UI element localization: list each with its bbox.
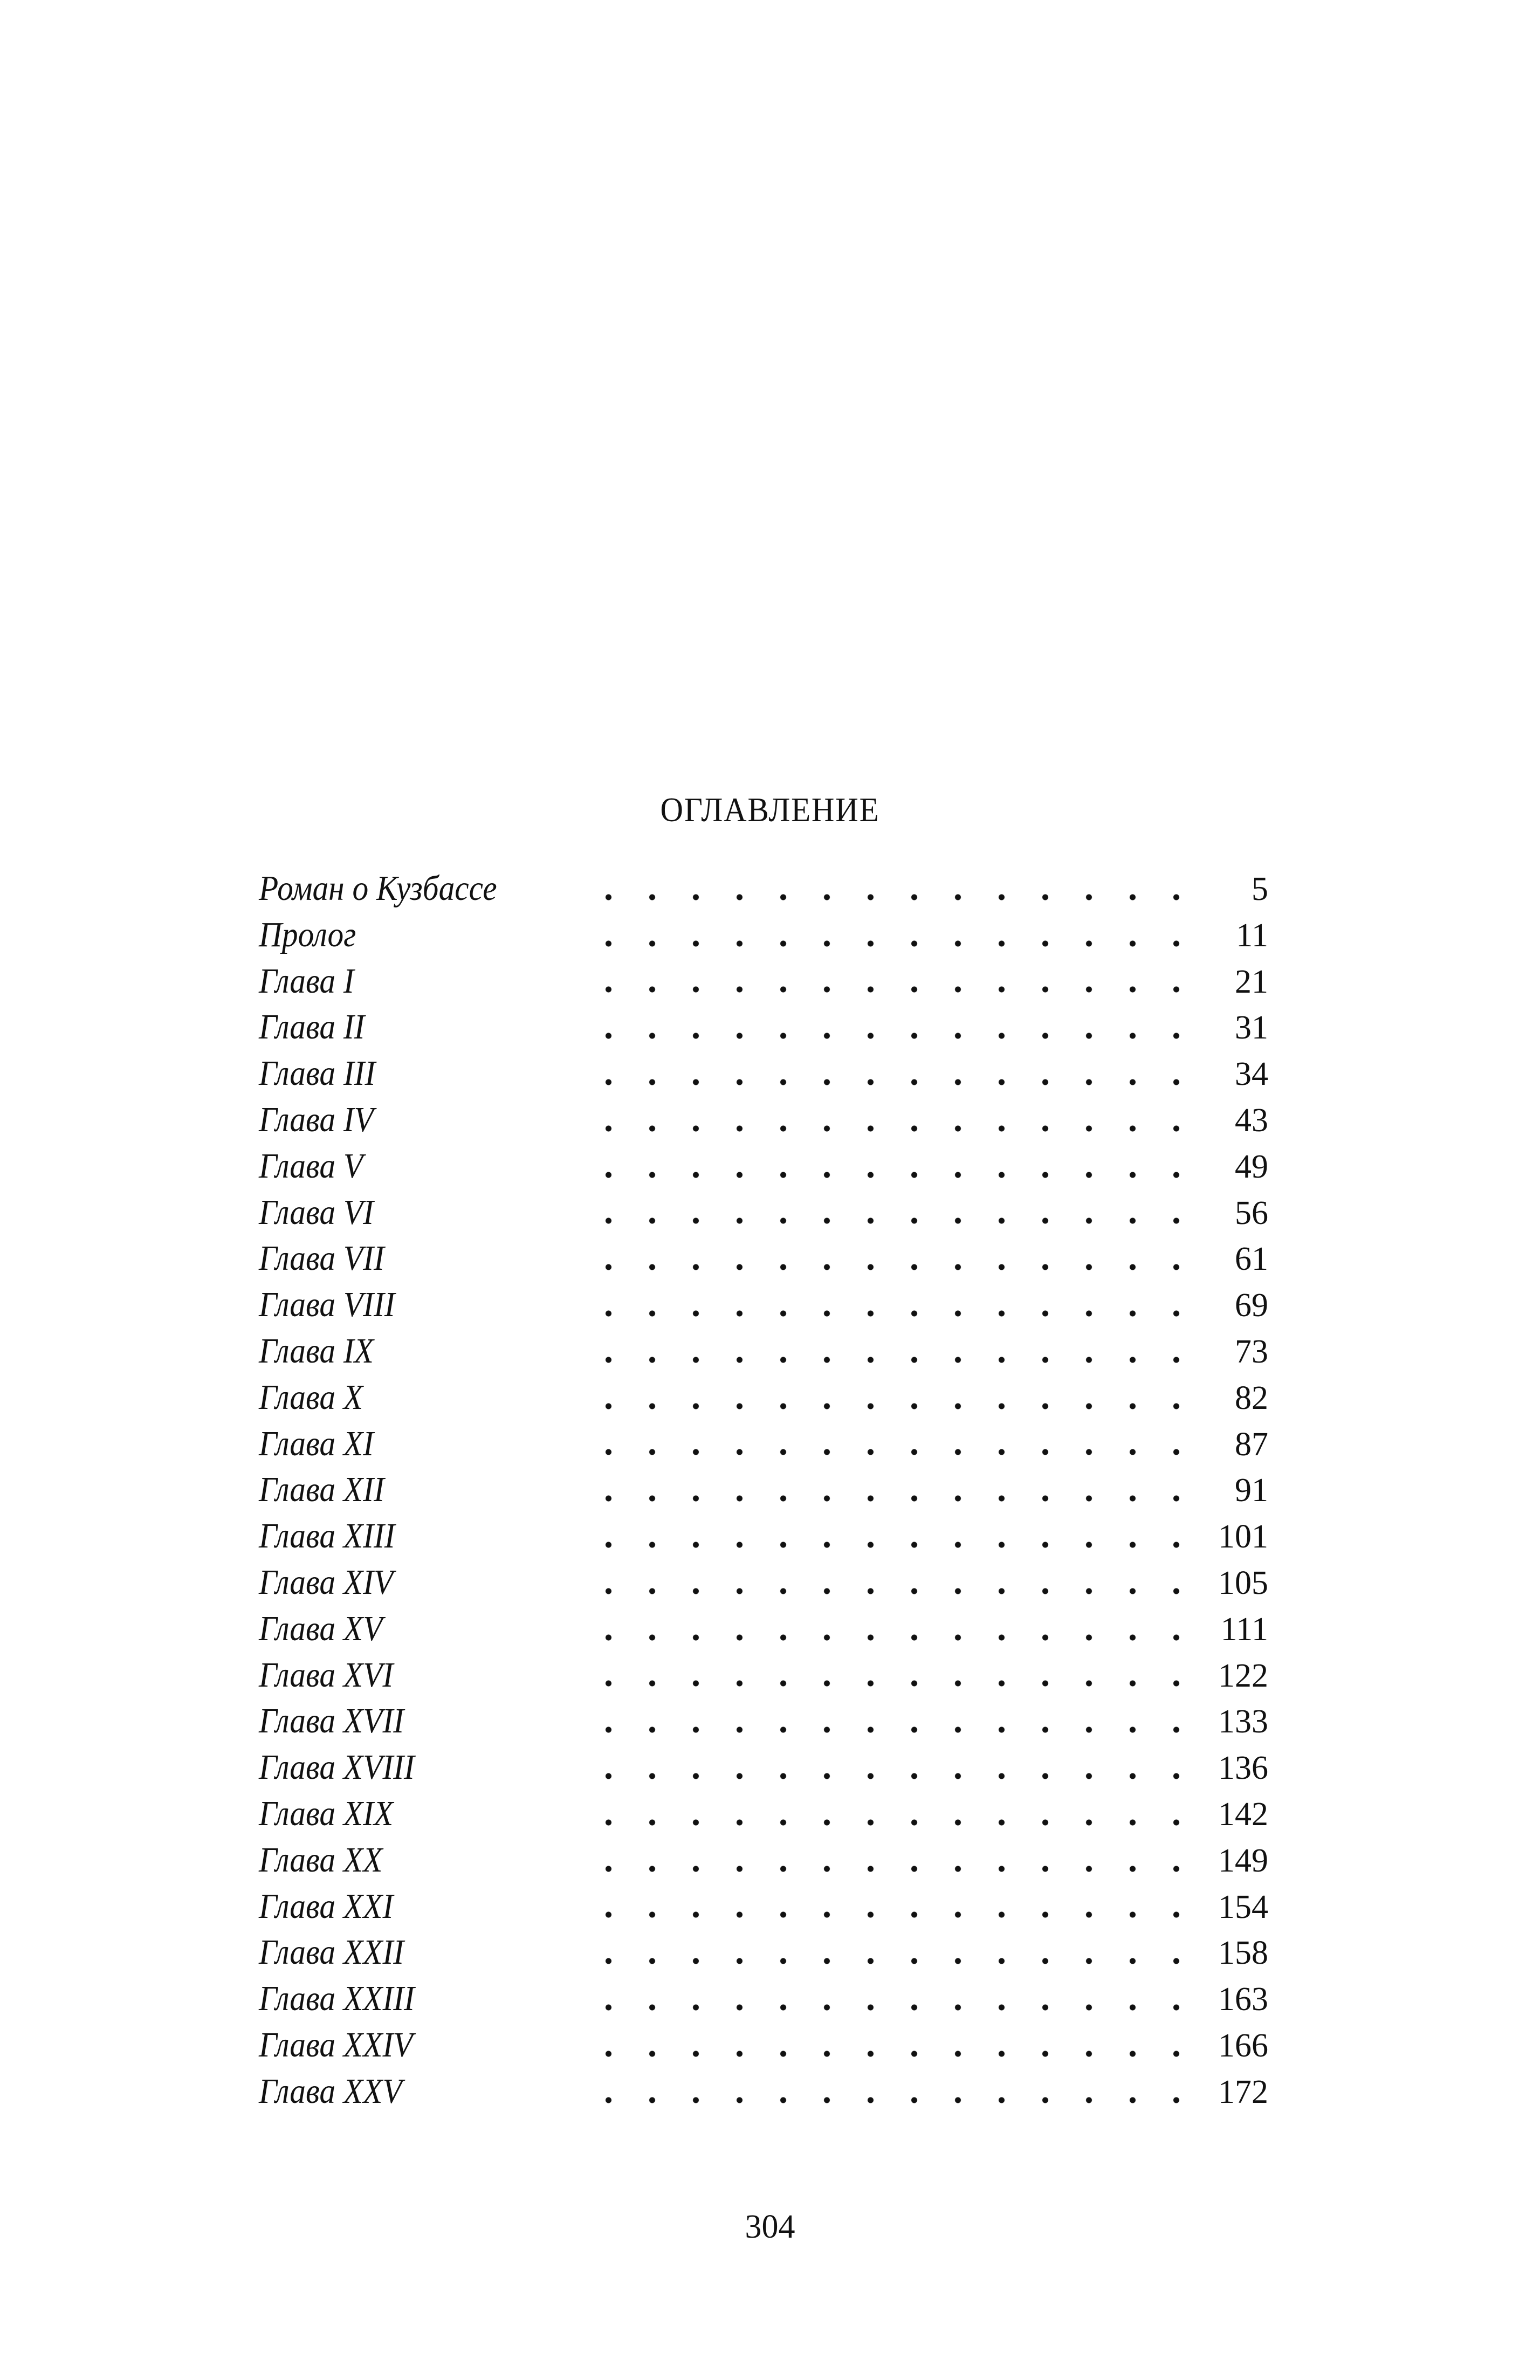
dot-leader bbox=[577, 1217, 1198, 1225]
toc-entry bbox=[259, 1978, 1268, 2025]
toc-entry-page: 166 bbox=[1218, 2027, 1268, 2064]
toc-entry-page: 34 bbox=[1235, 1056, 1268, 1093]
toc-entry bbox=[259, 1238, 1268, 1284]
dot-leader bbox=[577, 1263, 1198, 1271]
toc-entry bbox=[259, 1793, 1268, 1840]
toc-entry-page: 111 bbox=[1220, 1611, 1268, 1648]
toc-entry bbox=[259, 2071, 1268, 2117]
toc-entry-page: 21 bbox=[1235, 963, 1268, 1000]
toc-entry-page: 43 bbox=[1235, 1102, 1268, 1139]
dot-leader bbox=[577, 1448, 1198, 1456]
toc-entry-label: Глава XXIII bbox=[259, 1979, 415, 2019]
toc-entry bbox=[259, 1423, 1268, 1470]
toc-entry bbox=[259, 1655, 1268, 1701]
dot-leader bbox=[577, 1541, 1198, 1549]
toc-entry-label: Глава IX bbox=[259, 1331, 374, 1371]
toc-entry-page: 149 bbox=[1218, 1842, 1268, 1879]
toc-entry-label: Глава XIII bbox=[259, 1516, 395, 1556]
table-of-contents bbox=[259, 868, 1268, 2117]
dot-leader bbox=[577, 2096, 1198, 2104]
toc-entry bbox=[259, 914, 1268, 961]
toc-entry-label: Глава XXII bbox=[259, 1932, 404, 1972]
toc-entry-label: Глава I bbox=[259, 961, 354, 1001]
toc-entry bbox=[259, 868, 1268, 914]
page-number: 304 bbox=[745, 2209, 795, 2245]
dot-leader bbox=[577, 1310, 1198, 1317]
toc-entry-label: Глава XVII bbox=[259, 1701, 404, 1741]
toc-entry-page: 163 bbox=[1218, 1981, 1268, 2018]
dot-leader bbox=[577, 1865, 1198, 1873]
dot-leader bbox=[577, 2050, 1198, 2058]
dot-leader bbox=[577, 1402, 1198, 1410]
toc-entry bbox=[259, 1331, 1268, 1377]
toc-entry bbox=[259, 1562, 1268, 1608]
toc-entry-label: Глава XV bbox=[259, 1608, 383, 1648]
toc-entry bbox=[259, 1007, 1268, 1053]
toc-entry-label: Глава VIII bbox=[259, 1285, 395, 1325]
toc-entry bbox=[259, 1747, 1268, 1793]
dot-leader bbox=[577, 1819, 1198, 1826]
toc-entry bbox=[259, 2025, 1268, 2071]
toc-entry-page: 5 bbox=[1252, 871, 1268, 907]
dot-leader bbox=[577, 1356, 1198, 1364]
toc-title: ОГЛАВЛЕНИЕ bbox=[660, 790, 880, 829]
toc-entry bbox=[259, 961, 1268, 1007]
dot-leader bbox=[577, 940, 1198, 947]
toc-entry-page: 49 bbox=[1235, 1148, 1268, 1185]
toc-entry-label: Глава VII bbox=[259, 1239, 384, 1278]
toc-entry-label: Глава XXIV bbox=[259, 2025, 413, 2065]
toc-entry-page: 154 bbox=[1218, 1888, 1268, 1925]
toc-entry-label: Глава IV bbox=[259, 1099, 374, 1139]
toc-entry-label: Глава VI bbox=[259, 1192, 374, 1232]
toc-entry-label: Глава X bbox=[259, 1377, 363, 1417]
dot-leader bbox=[577, 1032, 1198, 1040]
toc-entry bbox=[259, 1192, 1268, 1239]
dot-leader bbox=[577, 986, 1198, 993]
toc-entry-label: Глава XI bbox=[259, 1423, 374, 1463]
toc-entry-page: 101 bbox=[1218, 1518, 1268, 1556]
toc-entry-page: 136 bbox=[1218, 1750, 1268, 1787]
dot-leader bbox=[577, 1495, 1198, 1502]
dot-leader bbox=[577, 1078, 1198, 1086]
dot-leader bbox=[577, 1957, 1198, 1965]
toc-entry bbox=[259, 1146, 1268, 1192]
toc-entry-page: 61 bbox=[1235, 1241, 1268, 1278]
dot-leader bbox=[577, 1587, 1198, 1595]
toc-entry-page: 105 bbox=[1218, 1564, 1268, 1601]
toc-entry-page: 56 bbox=[1235, 1194, 1268, 1232]
toc-entry-page: 142 bbox=[1218, 1796, 1268, 1833]
toc-entry-page: 91 bbox=[1235, 1472, 1268, 1509]
toc-entry-page: 69 bbox=[1235, 1287, 1268, 1324]
toc-entry bbox=[259, 1284, 1268, 1331]
dot-leader bbox=[577, 1171, 1198, 1179]
toc-entry bbox=[259, 1469, 1268, 1516]
toc-entry bbox=[259, 1099, 1268, 1146]
toc-entry-page: 172 bbox=[1218, 2073, 1268, 2110]
toc-entry-page: 73 bbox=[1235, 1333, 1268, 1370]
toc-entry-label: Глава XIV bbox=[259, 1562, 394, 1602]
toc-entry bbox=[259, 1932, 1268, 1978]
toc-entry-label: Глава XVI bbox=[259, 1655, 394, 1695]
toc-entry-label: Глава XXI bbox=[259, 1886, 394, 1926]
toc-entry-label: Роман о Кузбассе bbox=[259, 869, 497, 908]
toc-entry-page: 87 bbox=[1235, 1426, 1268, 1463]
toc-entry bbox=[259, 1886, 1268, 1932]
toc-entry-page: 122 bbox=[1218, 1657, 1268, 1694]
toc-entry bbox=[259, 1840, 1268, 1886]
toc-entry bbox=[259, 1701, 1268, 1747]
toc-entry-label: Глава III bbox=[259, 1054, 376, 1093]
toc-entry-label: Пролог bbox=[259, 914, 356, 954]
toc-entry-page: 31 bbox=[1235, 1009, 1268, 1047]
toc-entry-label: Глава V bbox=[259, 1146, 363, 1186]
dot-leader bbox=[577, 1911, 1198, 1918]
toc-entry bbox=[259, 1053, 1268, 1099]
toc-entry-label: Глава XIX bbox=[259, 1793, 394, 1833]
toc-entry-page: 133 bbox=[1218, 1703, 1268, 1741]
dot-leader bbox=[577, 893, 1198, 901]
toc-entry-page: 158 bbox=[1218, 1935, 1268, 1972]
dot-leader bbox=[577, 1726, 1198, 1734]
toc-entry-label: Глава XII bbox=[259, 1470, 384, 1510]
toc-entry bbox=[259, 1377, 1268, 1423]
toc-entry-page: 82 bbox=[1235, 1379, 1268, 1416]
dot-leader bbox=[577, 1772, 1198, 1780]
dot-leader bbox=[577, 1680, 1198, 1687]
dot-leader bbox=[577, 1634, 1198, 1641]
dot-leader bbox=[577, 1125, 1198, 1132]
dot-leader bbox=[577, 2004, 1198, 2011]
toc-entry bbox=[259, 1608, 1268, 1655]
toc-entry-label: Глава II bbox=[259, 1007, 365, 1047]
toc-entry-label: Глава XVIII bbox=[259, 1748, 415, 1787]
toc-entry-label: Глава XX bbox=[259, 1840, 383, 1880]
toc-entry-page: 11 bbox=[1236, 917, 1268, 954]
toc-entry-label: Глава XXV bbox=[259, 2071, 402, 2111]
toc-entry bbox=[259, 1516, 1268, 1562]
